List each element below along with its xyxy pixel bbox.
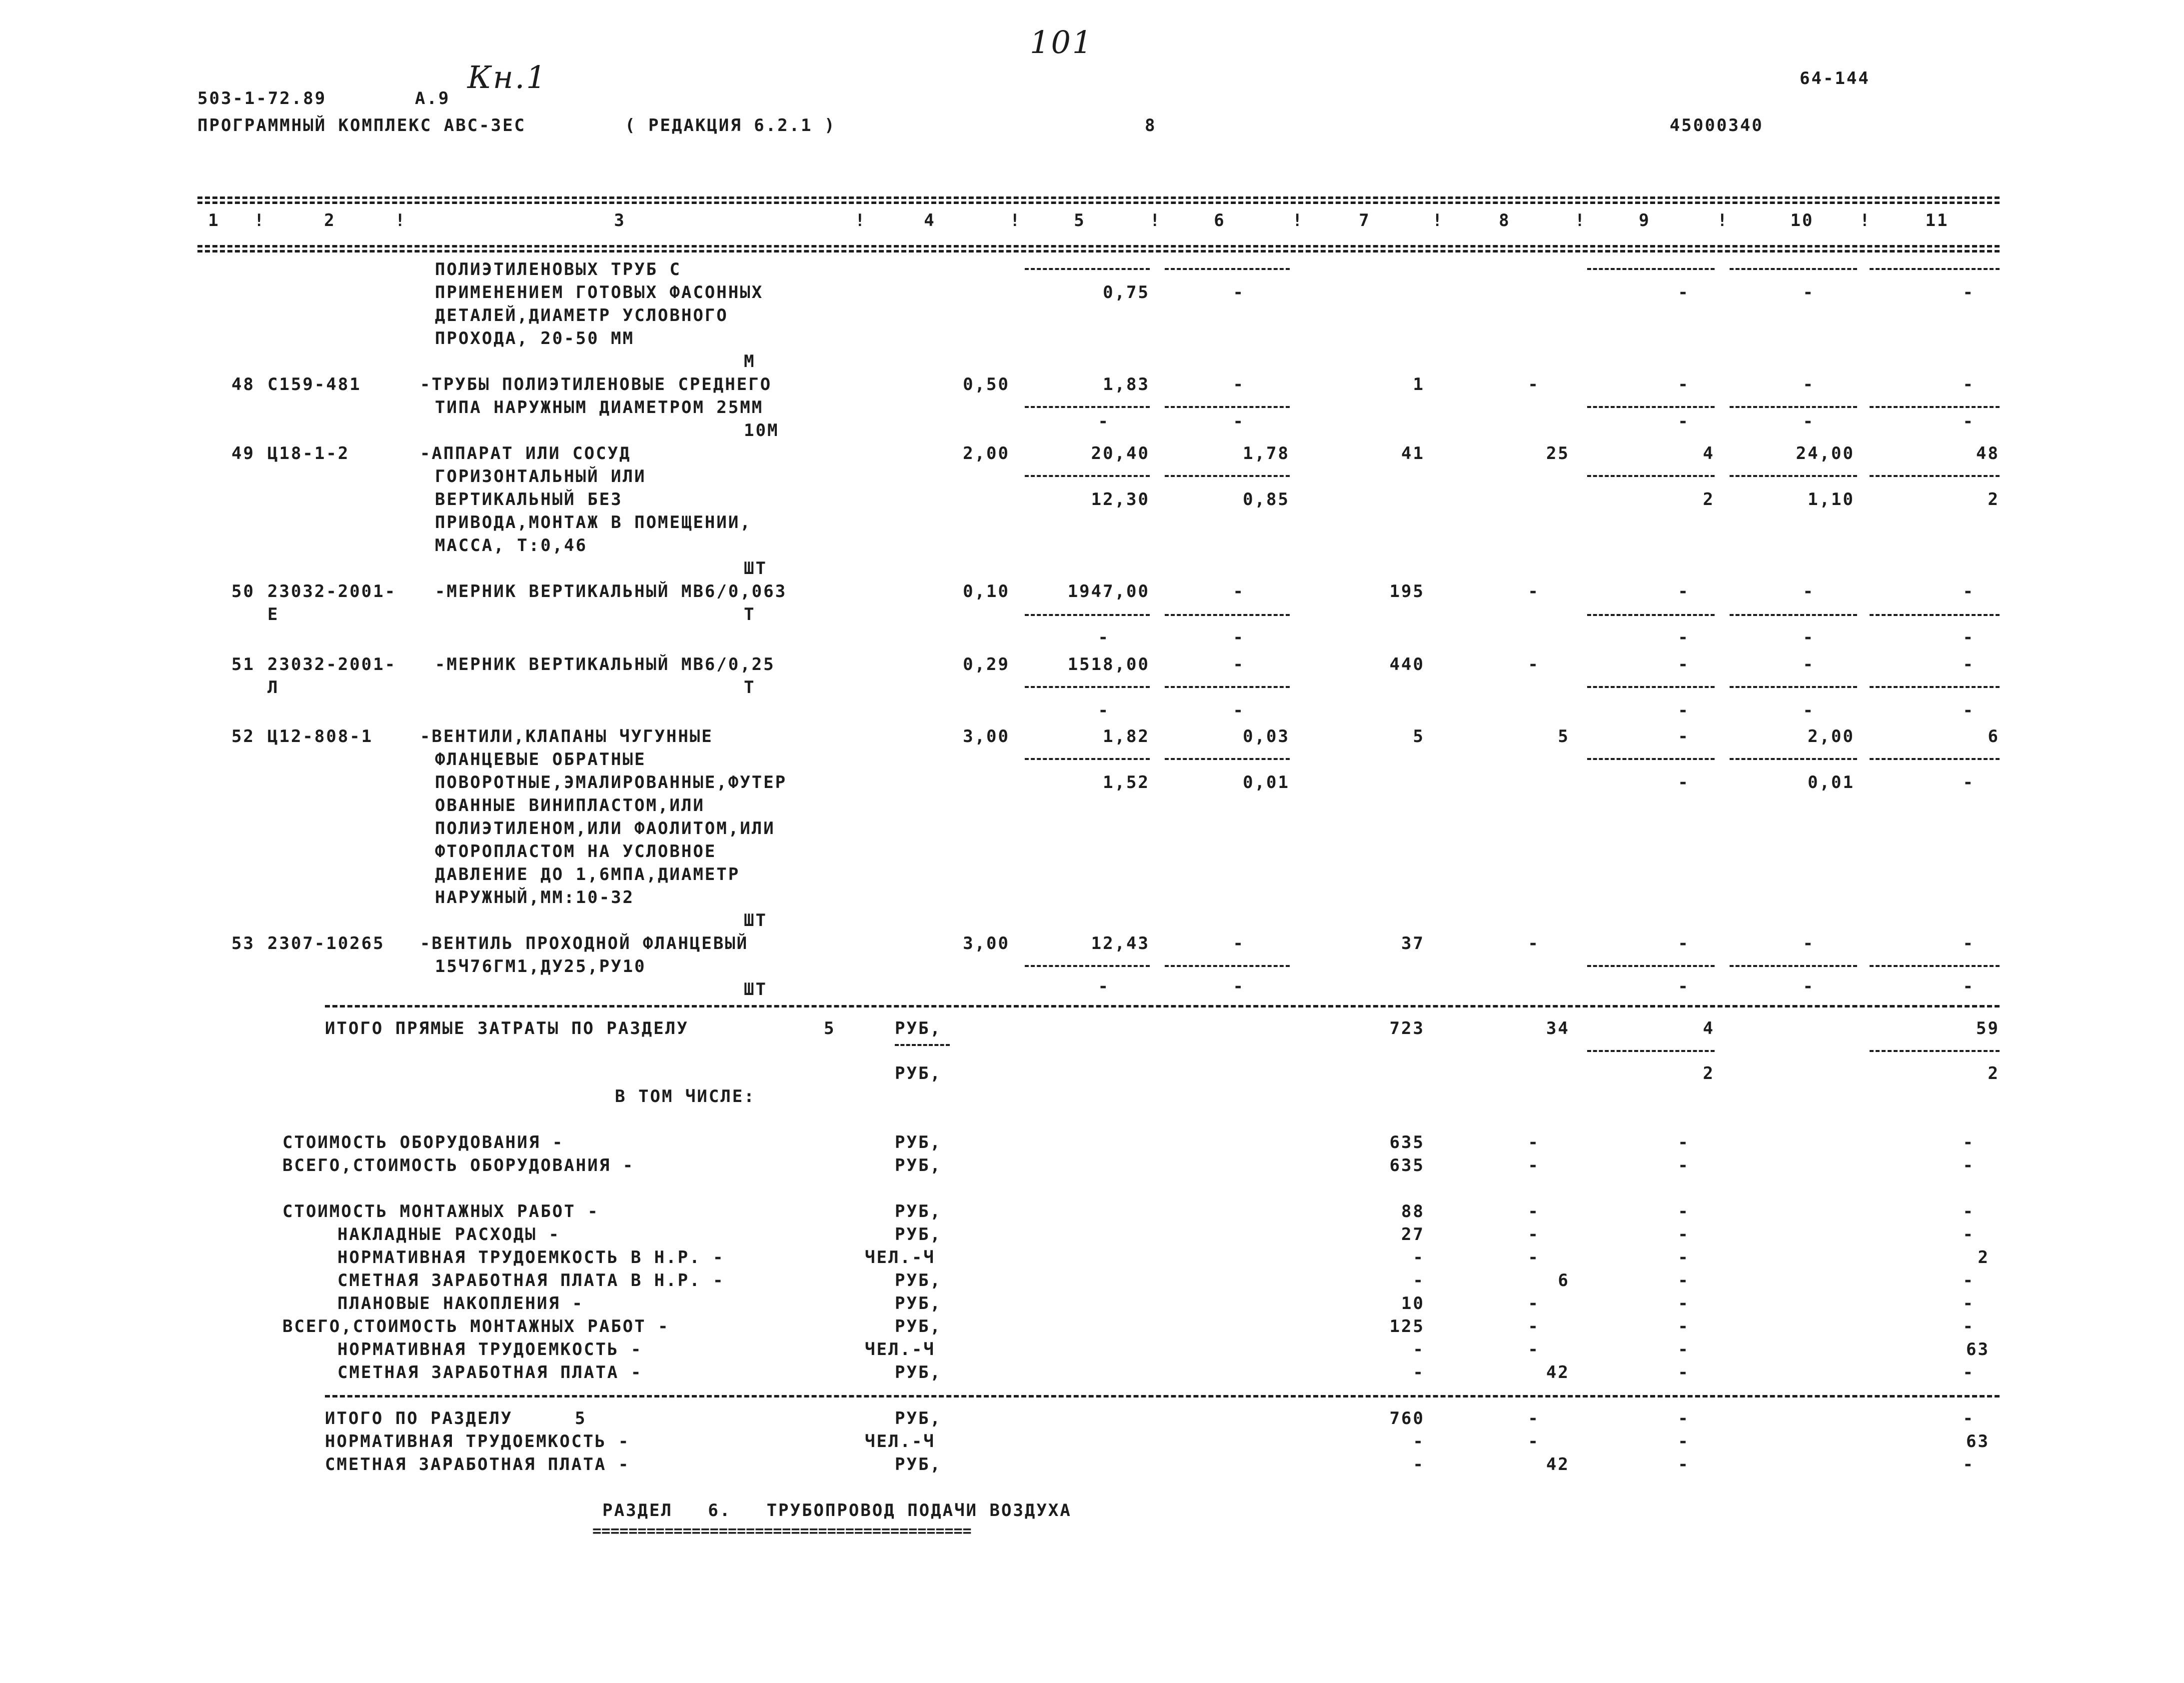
album-label: А.9 <box>415 88 450 108</box>
cell-c7: 635 <box>1389 1156 1425 1176</box>
cell-c9: - <box>1678 1454 1690 1474</box>
unit: ШТ <box>744 910 767 930</box>
row-num: 49 <box>231 444 255 464</box>
cell-c11: - <box>1963 1132 1975 1152</box>
desc-line: ПРИМЕНЕНИЕМ ГОТОВЫХ ФАСОННЫХ <box>435 282 764 302</box>
cell-c7: 5 <box>1413 726 1425 746</box>
cell-c4: 2,00 <box>963 444 1010 464</box>
cell-c9: - <box>1678 1224 1690 1244</box>
cell-c8: 42 <box>1546 1454 1570 1474</box>
cell-c7: 760 <box>1389 1408 1425 1428</box>
cell-c11: - <box>1963 1408 1975 1428</box>
cell-c7: - <box>1413 1454 1425 1474</box>
cell-c11: 63 <box>1966 1432 1990 1452</box>
cell-c11: - <box>1963 374 1975 394</box>
cell-c11: - <box>1963 934 1975 954</box>
program-name: ПРОГРАММНЫЙ КОМПЛЕКС АВС-3ЕС <box>197 116 526 136</box>
section-total-number: 5 <box>575 1408 587 1428</box>
cell-c5: 0,75 <box>1103 282 1150 302</box>
cell-c9: - <box>1678 1340 1690 1360</box>
desc-line: 15Ч76ГМ1,ДУ25,РУ10 <box>435 956 646 976</box>
cell-b5: - <box>1098 700 1110 720</box>
cell-b10: 0,01 <box>1808 772 1855 792</box>
cell-c8: - <box>1528 1248 1540 1268</box>
cell-b11: 2 <box>1988 490 2000 510</box>
cell-c8: 34 <box>1546 1018 1570 1038</box>
row-num: 51 <box>231 654 255 674</box>
cell-c8: - <box>1528 1294 1540 1314</box>
cell-b10: 1,10 <box>1808 490 1855 510</box>
total-label: ИТОГО ПРЯМЫЕ ЗАТРАТЫ ПО РАЗДЕЛУ <box>325 1018 689 1038</box>
line-unit: РУБ, <box>895 1224 942 1244</box>
line-unit: РУБ, <box>895 1454 942 1474</box>
row-code: 23032-2001- <box>267 582 397 602</box>
cell-b11: 2 <box>1988 1064 2000 1084</box>
desc-line: ДЕТАЛЕЙ,ДИАМЕТР УСЛОВНОГО <box>435 306 728 326</box>
desc-line: ПОЛИЭТИЛЕНОВЫХ ТРУБ С <box>435 260 681 280</box>
cell-b6: 0,01 <box>1243 772 1290 792</box>
cell-c11: - <box>1963 1202 1975 1222</box>
cell-b5: - <box>1098 976 1110 996</box>
cell-c11: - <box>1963 1316 1975 1336</box>
row-code-suffix: Л <box>267 678 279 698</box>
col-header-8: 8 <box>1499 210 1511 230</box>
cell-c11: 2 <box>1978 1248 1990 1268</box>
cell-c11: - <box>1963 654 1975 674</box>
cell-b6: - <box>1233 628 1245 648</box>
cell-c7: 125 <box>1389 1316 1425 1336</box>
cell-b9: - <box>1678 628 1690 648</box>
cell-c7: - <box>1413 1432 1425 1452</box>
line-label: ВСЕГО,СТОИМОСТЬ МОНТАЖНЫХ РАБОТ - <box>282 1316 670 1336</box>
section-mark: 8 <box>1145 116 1157 136</box>
book-handwritten: Кн.1 <box>467 59 547 96</box>
cell-b11: - <box>1963 628 1975 648</box>
cell-b9: - <box>1678 772 1690 792</box>
cell-c7: 37 <box>1401 934 1425 954</box>
cell-c11: - <box>1963 582 1975 602</box>
desc-line: ПОЛИЭТИЛЕНОМ,ИЛИ ФАОЛИТОМ,ИЛИ <box>435 818 775 838</box>
desc-line: НАРУЖНЫЙ,ММ:10-32 <box>435 888 634 908</box>
cell-c10: - <box>1803 374 1815 394</box>
cell-c8: - <box>1528 934 1540 954</box>
cell-c7: 1 <box>1413 374 1425 394</box>
cell-c11: - <box>1963 282 1975 302</box>
line-unit: РУБ, <box>895 1132 942 1152</box>
row-code: 23032-2001- <box>267 654 397 674</box>
line-unit: РУБ, <box>895 1294 942 1314</box>
cell-c7: 10 <box>1401 1294 1425 1314</box>
cell-c9: - <box>1678 1294 1690 1314</box>
cell-c7: 195 <box>1389 582 1425 602</box>
cell-c5: 1,83 <box>1103 374 1150 394</box>
cell-c10: 2,00 <box>1808 726 1855 746</box>
cell-c6: - <box>1233 654 1245 674</box>
desc-line: МАССА, Т:0,46 <box>435 536 588 556</box>
unit: ШТ <box>744 558 767 578</box>
desc-line: ПРИВОДА,МОНТАЖ В ПОМЕЩЕНИИ, <box>435 512 752 532</box>
cell-b11: - <box>1963 976 1975 996</box>
cell-b9: - <box>1678 976 1690 996</box>
cell-c11: 63 <box>1966 1340 1990 1360</box>
cell-c9: - <box>1678 1408 1690 1428</box>
cell-c8: - <box>1528 1408 1540 1428</box>
header-top-rule-2 <box>197 202 2000 204</box>
unit: ШТ <box>744 980 767 1000</box>
section-labor-label: НОРМАТИВНАЯ ТРУДОЕМКОСТЬ - <box>325 1432 630 1452</box>
line-label: НОРМАТИВНАЯ ТРУДОЕМКОСТЬ - <box>337 1340 643 1360</box>
cell-c8: - <box>1528 654 1540 674</box>
desc-line: ПРОХОДА, 20-50 ММ <box>435 328 634 348</box>
desc-line: ПОВОРОТНЫЕ,ЭМАЛИРОВАННЫЕ,ФУТЕР <box>435 772 787 792</box>
cell-c11: - <box>1963 1224 1975 1244</box>
desc-line: -МЕРНИК ВЕРТИКАЛЬНЫЙ МВ6/0,25 <box>435 654 775 674</box>
cell-c7: - <box>1413 1362 1425 1382</box>
cell-b9: 2 <box>1703 1064 1715 1084</box>
doc-code: 503-1-72.89 <box>197 88 327 108</box>
col-header-5: 5 <box>1074 210 1086 230</box>
line-label: СТОИМОСТЬ ОБОРУДОВАНИЯ - <box>282 1132 564 1152</box>
desc-line: -ВЕНТИЛЬ ПРОХОДНОЙ ФЛАНЦЕВЫЙ <box>420 934 749 954</box>
cell-c4: 0,10 <box>963 582 1010 602</box>
line-label: СМЕТНАЯ ЗАРАБОТНАЯ ПЛАТА - <box>337 1362 643 1382</box>
cell-c5: 1,82 <box>1103 726 1150 746</box>
cell-c9: - <box>1678 934 1690 954</box>
unit: 10М <box>744 420 779 440</box>
cell-c7: - <box>1413 1248 1425 1268</box>
cell-b5: - <box>1098 412 1110 432</box>
cell-b10: - <box>1803 976 1815 996</box>
cell-b9: - <box>1678 700 1690 720</box>
cell-c8: - <box>1528 1316 1540 1336</box>
row-code: С159-481 <box>267 374 361 394</box>
cell-c8: - <box>1528 374 1540 394</box>
including-label: В ТОМ ЧИСЛЕ: <box>615 1086 756 1106</box>
cell-c6: 0,03 <box>1243 726 1290 746</box>
cell-c7: 27 <box>1401 1224 1425 1244</box>
row-code: Ц18-1-2 <box>267 444 350 464</box>
col-header-11: 11 <box>1925 210 1949 230</box>
cell-c8: - <box>1528 1202 1540 1222</box>
cell-c11: 48 <box>1976 444 2000 464</box>
cell-c6: 1,78 <box>1243 444 1290 464</box>
cell-c7: - <box>1413 1270 1425 1290</box>
cell-c9: - <box>1678 1132 1690 1152</box>
cell-c8: 25 <box>1546 444 1570 464</box>
sheet-ref: 64-144 <box>1800 68 1870 88</box>
cell-c5: 12,43 <box>1091 934 1150 954</box>
total-unit: РУБ, <box>895 1064 942 1084</box>
cell-c9: - <box>1678 1270 1690 1290</box>
desc-line: ВЕРТИКАЛЬНЫЙ БЕЗ <box>435 490 623 510</box>
cell-c9: - <box>1678 1362 1690 1382</box>
cell-c6: - <box>1233 582 1245 602</box>
line-unit: РУБ, <box>895 1408 942 1428</box>
row-code: 2307-10265 <box>267 934 385 954</box>
page-number: 101 <box>1030 24 1094 60</box>
cell-c11: - <box>1963 1270 1975 1290</box>
cell-c10: - <box>1803 282 1815 302</box>
cell-c11: - <box>1963 1294 1975 1314</box>
desc-line: ОВАННЫЕ ВИНИПЛАСТОМ,ИЛИ <box>435 796 705 816</box>
section-wage-label: СМЕТНАЯ ЗАРАБОТНАЯ ПЛАТА - <box>325 1454 630 1474</box>
cell-c9: 4 <box>1703 444 1715 464</box>
row-num: 52 <box>231 726 255 746</box>
cell-c7: 440 <box>1389 654 1425 674</box>
row-num: 53 <box>231 934 255 954</box>
col-header-3: 3 <box>614 210 626 230</box>
unit: М <box>744 352 756 372</box>
cell-c8: - <box>1528 582 1540 602</box>
cell-c8: - <box>1528 1132 1540 1152</box>
cell-b11: - <box>1963 772 1975 792</box>
cell-c8: 6 <box>1558 1270 1570 1290</box>
line-unit: РУБ, <box>895 1362 942 1382</box>
cell-c9: - <box>1678 1248 1690 1268</box>
line-unit: РУБ, <box>895 1156 942 1176</box>
col-header-7: 7 <box>1359 210 1371 230</box>
line-label: СМЕТНАЯ ЗАРАБОТНАЯ ПЛАТА В Н.Р. - <box>337 1270 725 1290</box>
col-header-2: 2 <box>324 210 336 230</box>
cell-c5: 1518,00 <box>1067 654 1150 674</box>
cell-b6: - <box>1233 700 1245 720</box>
cell-c9: - <box>1678 1316 1690 1336</box>
cell-b5: 12,30 <box>1091 490 1150 510</box>
header-bottom-rule-2 <box>197 250 2000 252</box>
section-total-label: ИТОГО ПО РАЗДЕЛУ <box>325 1408 513 1428</box>
desc-line: ТИПА НАРУЖНЫМ ДИАМЕТРОМ 25ММ <box>435 398 764 418</box>
total-unit: РУБ, <box>895 1018 942 1038</box>
desc-line: ГОРИЗОНТАЛЬНЫЙ ИЛИ <box>435 466 646 486</box>
cell-c8: - <box>1528 1224 1540 1244</box>
cell-c7: 723 <box>1389 1018 1425 1038</box>
unit: Т <box>744 604 756 624</box>
cell-c11: - <box>1963 1362 1975 1382</box>
cell-b11: - <box>1963 700 1975 720</box>
desc-line: -МЕРНИК ВЕРТИКАЛЬНЫЙ МВ6/0,063 <box>435 582 787 602</box>
line-unit: ЧЕЛ.-Ч <box>865 1248 935 1268</box>
cell-c6: - <box>1233 374 1245 394</box>
cell-c9: - <box>1678 374 1690 394</box>
cell-b9: - <box>1678 412 1690 432</box>
desc-line: ФТОРОПЛАСТОМ НА УСЛОВНОЕ <box>435 842 717 862</box>
line-unit: РУБ, <box>895 1270 942 1290</box>
cell-c8: - <box>1528 1432 1540 1452</box>
line-label: ВСЕГО,СТОИМОСТЬ ОБОРУДОВАНИЯ - <box>282 1156 635 1176</box>
cell-c4: 3,00 <box>963 934 1010 954</box>
cell-c7: 41 <box>1401 444 1425 464</box>
cell-c10: - <box>1803 934 1815 954</box>
cell-c10: 24,00 <box>1796 444 1855 464</box>
edition: ( РЕДАКЦИЯ 6.2.1 ) <box>625 116 836 136</box>
col-header-4: 4 <box>924 210 936 230</box>
cell-c11: 6 <box>1988 726 2000 746</box>
desc-line: -ВЕНТИЛИ,КЛАПАНЫ ЧУГУННЫЕ <box>420 726 713 746</box>
desc-line: ДАВЛЕНИЕ ДО 1,6МПА,ДИАМЕТР <box>435 864 740 884</box>
cell-b6: - <box>1233 412 1245 432</box>
unit: Т <box>744 678 756 698</box>
cell-b5: - <box>1098 628 1110 648</box>
line-unit: РУБ, <box>895 1202 942 1222</box>
cell-b5: 1,52 <box>1103 772 1150 792</box>
cell-c4: 3,00 <box>963 726 1010 746</box>
line-label: ПЛАНОВЫЕ НАКОПЛЕНИЯ - <box>337 1294 584 1314</box>
desc-line: -АППАРАТ ИЛИ СОСУД <box>420 444 631 464</box>
next-section-underline: ========================================== <box>592 1522 972 1540</box>
cell-c9: - <box>1678 654 1690 674</box>
cell-c8: - <box>1528 1156 1540 1176</box>
line-label: НАКЛАДНЫЕ РАСХОДЫ - <box>337 1224 560 1244</box>
line-unit: РУБ, <box>895 1316 942 1336</box>
row-num: 48 <box>231 374 255 394</box>
header-top-rule <box>197 196 2000 199</box>
cell-c4: 0,50 <box>963 374 1010 394</box>
line-unit: ЧЕЛ.-Ч <box>865 1432 935 1452</box>
row-code: Ц12-808-1 <box>267 726 373 746</box>
col-header-10: 10 <box>1790 210 1814 230</box>
cell-b10: - <box>1803 700 1815 720</box>
header-bottom-rule <box>197 245 2000 248</box>
cell-c9: - <box>1678 582 1690 602</box>
col-header-9: 9 <box>1639 210 1651 230</box>
cell-b10: - <box>1803 412 1815 432</box>
cell-b6: 0,85 <box>1243 490 1290 510</box>
cell-c7: 635 <box>1389 1132 1425 1152</box>
cell-b11: - <box>1963 412 1975 432</box>
row-code-suffix: Е <box>267 604 279 624</box>
cell-c10: - <box>1803 654 1815 674</box>
cell-c5: 20,40 <box>1091 444 1150 464</box>
col-header-6: 6 <box>1214 210 1226 230</box>
doc-number: 45000340 <box>1670 116 1764 136</box>
col-header-1: 1 <box>208 210 220 230</box>
cell-c6: - <box>1233 934 1245 954</box>
totals-rule <box>325 1005 2000 1008</box>
cell-c9: - <box>1678 1432 1690 1452</box>
cell-c9: - <box>1678 726 1690 746</box>
section-total-rule <box>325 1395 2000 1398</box>
cell-b9: 2 <box>1703 490 1715 510</box>
cell-c7: - <box>1413 1340 1425 1360</box>
cell-c9: - <box>1678 1156 1690 1176</box>
cell-c11: 59 <box>1976 1018 2000 1038</box>
cell-c6: - <box>1233 282 1245 302</box>
cell-c11: - <box>1963 1454 1975 1474</box>
cell-c5: 1947,00 <box>1067 582 1150 602</box>
cell-c11: - <box>1963 1156 1975 1176</box>
cell-c9: 4 <box>1703 1018 1715 1038</box>
line-unit: ЧЕЛ.-Ч <box>865 1340 935 1360</box>
cell-b10: - <box>1803 628 1815 648</box>
cell-c7: 88 <box>1401 1202 1425 1222</box>
cell-c4: 0,29 <box>963 654 1010 674</box>
next-section-title: РАЗДЕЛ 6. ТРУБОПРОВОД ПОДАЧИ ВОЗДУХА <box>602 1500 1072 1520</box>
line-label: СТОИМОСТЬ МОНТАЖНЫХ РАБОТ - <box>282 1202 599 1222</box>
row-num: 50 <box>231 582 255 602</box>
cell-c8: 5 <box>1558 726 1570 746</box>
desc-line: -ТРУБЫ ПОЛИЭТИЛЕНОВЫЕ СРЕДНЕГО <box>420 374 772 394</box>
desc-line: ФЛАНЦЕВЫЕ ОБРАТНЫЕ <box>435 750 646 770</box>
total-section: 5 <box>824 1018 836 1038</box>
cell-b6: - <box>1233 976 1245 996</box>
line-label: НОРМАТИВНАЯ ТРУДОЕМКОСТЬ В Н.Р. - <box>337 1248 725 1268</box>
cell-c10: - <box>1803 582 1815 602</box>
cell-c9: - <box>1678 1202 1690 1222</box>
cell-c8: - <box>1528 1340 1540 1360</box>
cell-c9: - <box>1678 282 1690 302</box>
cell-c8: 42 <box>1546 1362 1570 1382</box>
